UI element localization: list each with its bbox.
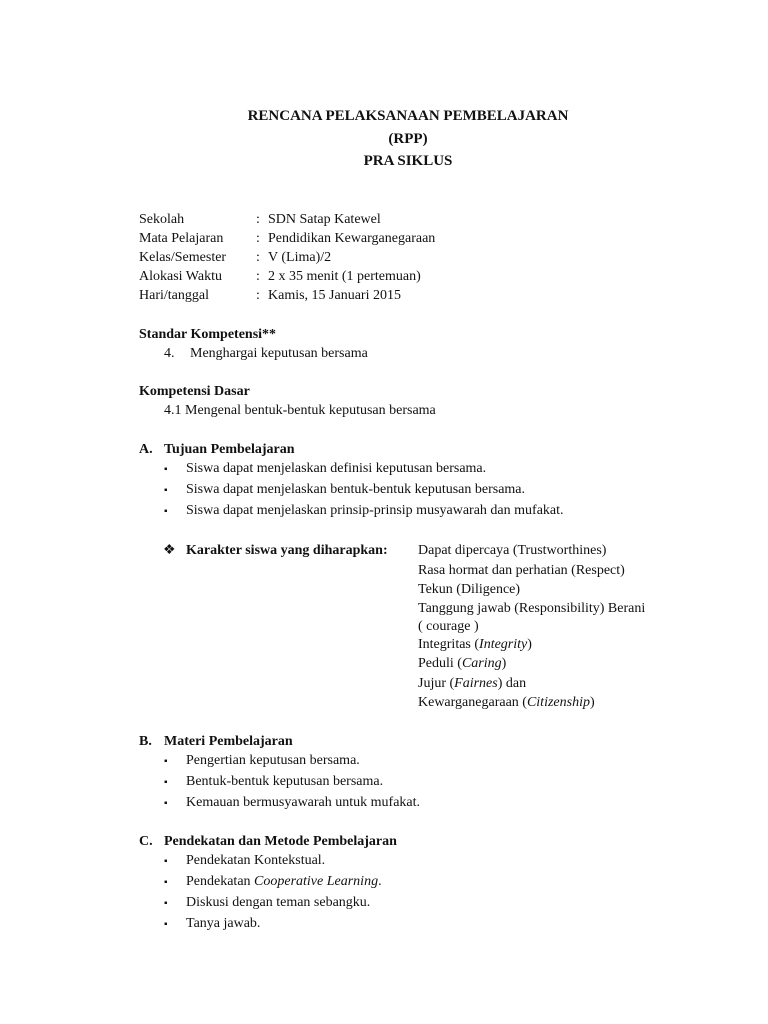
karakter-line	[418, 656, 506, 672]
karakter-line: ( courage )	[418, 619, 479, 634]
list-item	[186, 874, 382, 890]
bullet-icon: ▪	[164, 485, 168, 496]
list-item: Diskusi dengan teman sebangku.	[186, 895, 371, 910]
karakter-line: Tanggung jawab (Responsibility) Berani	[418, 601, 646, 616]
karakter-pre: Kewarganegaraan (	[418, 695, 527, 710]
doc-title-line1: RENCANA PELAKSANAAN PEMBELAJARAN	[247, 108, 569, 124]
bullet-icon: ▪	[164, 877, 168, 888]
bullet-icon: ▪	[164, 798, 168, 809]
karakter-em: Caring	[461, 656, 502, 671]
pendekatan-heading: Pendekatan dan Metode Pembelajaran	[164, 834, 397, 849]
karakter-post: ) dan	[497, 676, 527, 691]
kompetensi-text: 4.1 Mengenal bentuk-bentuk keputusan bersama	[164, 403, 436, 418]
karakter-post: )	[589, 695, 595, 710]
karakter-line: Tekun (Diligence)	[418, 582, 521, 597]
karakter-line	[418, 695, 595, 711]
section-letter: B.	[139, 734, 152, 749]
list-item: Tanya jawab.	[186, 916, 261, 931]
tujuan-heading: Tujuan Pembelajaran	[164, 442, 295, 457]
karakter-em: Integrity	[479, 637, 528, 652]
karakter-heading: Karakter siswa yang diharapkan:	[186, 543, 388, 558]
karakter-post: )	[527, 637, 532, 652]
list-item: Kemauan bermusyawarah untuk mufakat.	[186, 795, 421, 810]
identity-colon: :	[256, 288, 260, 303]
list-item: Siswa dapat menjelaskan definisi keputusan bersama.	[186, 461, 487, 476]
bullet-icon: ▪	[164, 756, 168, 767]
identity-value: SDN Satap Katewel	[268, 212, 381, 227]
identity-colon: :	[256, 250, 260, 265]
identity-value: Pendidikan Kewarganegaraan	[268, 231, 436, 246]
diamond-bullet-icon: ❖	[163, 543, 176, 558]
list-item: Bentuk-bentuk keputusan bersama.	[186, 774, 384, 789]
bullet-icon: ▪	[164, 898, 168, 909]
karakter-post: )	[501, 656, 507, 671]
karakter-line: Dapat dipercaya (Trustworthines)	[418, 543, 607, 558]
bullet-icon: ▪	[164, 856, 168, 867]
list-item: Siswa dapat menjelaskan bentuk-bentuk keputusan bersama.	[186, 482, 526, 497]
list-item: Pengertian keputusan bersama.	[186, 753, 360, 768]
kompetensi-heading: Kompetensi Dasar	[139, 384, 250, 399]
identity-colon: :	[256, 212, 260, 227]
item-post: .	[378, 874, 382, 889]
karakter-line: Rasa hormat dan perhatian (Respect)	[418, 563, 625, 578]
identity-value: V (Lima)/2	[268, 250, 332, 265]
list-item: Pendekatan Kontekstual.	[186, 853, 326, 868]
item-em: Cooperative Learning	[254, 874, 379, 889]
identity-label: Kelas/Semester	[139, 250, 227, 265]
identity-label: Hari/tanggal	[139, 288, 209, 303]
bullet-icon: ▪	[164, 777, 168, 788]
standar-heading: Standar Kompetensi**	[139, 327, 277, 342]
identity-label: Mata Pelajaran	[139, 231, 224, 246]
materi-heading: Materi Pembelajaran	[164, 734, 293, 749]
karakter-pre: Peduli (	[418, 656, 462, 671]
doc-title-line3: PRA SIKLUS	[363, 153, 453, 169]
identity-colon: :	[256, 231, 260, 246]
karakter-em: Fairnes	[454, 676, 498, 691]
bullet-icon: ▪	[164, 919, 168, 930]
standar-number: 4.	[164, 346, 175, 361]
identity-label: Alokasi Waktu	[139, 269, 222, 284]
doc-title-line2: (RPP)	[388, 131, 428, 147]
bullet-icon: ▪	[164, 464, 168, 475]
karakter-em: Citizenship	[526, 695, 590, 710]
karakter-line	[418, 676, 526, 692]
karakter-pre: Integritas (	[418, 637, 480, 652]
section-letter: A.	[139, 442, 153, 457]
bullet-icon: ▪	[164, 506, 168, 517]
identity-value: Kamis, 15 Januari 2015	[268, 288, 401, 303]
list-item: Siswa dapat menjelaskan prinsip-prinsip musyawarah dan mufakat.	[186, 503, 564, 518]
identity-label: Sekolah	[139, 212, 185, 227]
section-letter: C.	[139, 834, 153, 849]
karakter-line	[418, 637, 532, 653]
karakter-pre: Jujur (	[418, 676, 455, 691]
item-pre: Pendekatan	[186, 874, 255, 889]
identity-colon: :	[256, 269, 260, 284]
standar-text: Menghargai keputusan bersama	[190, 346, 368, 361]
identity-value: 2 x 35 menit (1 pertemuan)	[268, 269, 421, 284]
